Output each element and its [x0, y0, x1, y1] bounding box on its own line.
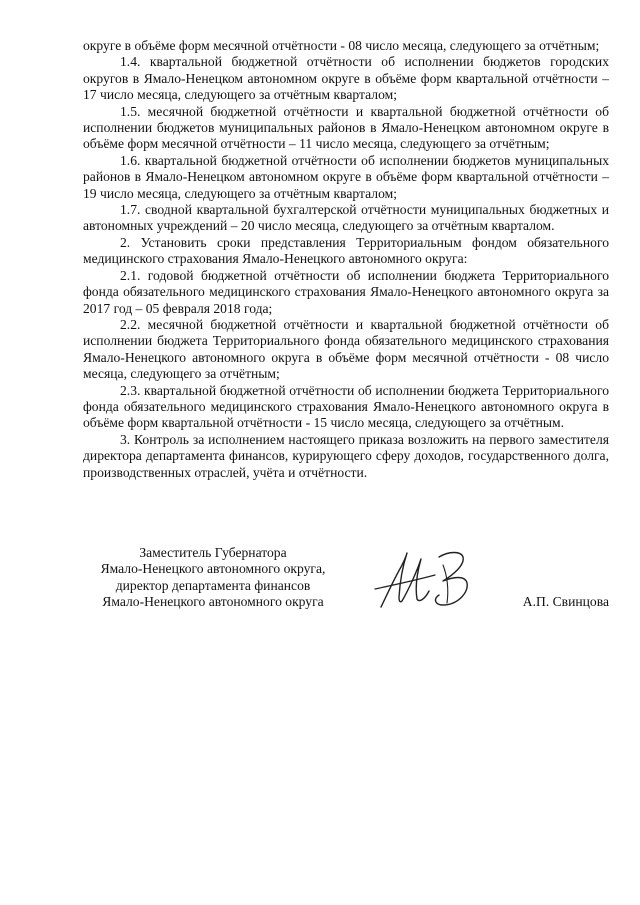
handwritten-signature-icon	[373, 545, 483, 613]
document-body	[83, 38, 609, 481]
paragraph-3: 3. Контроль за исполнением настоящего приказа возложить на первого заместителя директора департамента финансов, курирующего сферу доходов, государственного долга, производственных отраслей, учёта и отчётности.	[83, 431, 609, 480]
position-line: Ямало-Ненецкого автономного округа	[102, 594, 324, 610]
paragraph-1-4: 1.4. квартальной бюджетной отчётности об исполнении бюджетов городских округов в Ямало-Ненецком автономном округе в объёме форм квартальной отчётности – 17 число месяца, следующего за отчётным кварталом;	[83, 54, 609, 103]
paragraph-2: 2. Установить сроки представления Территориальным фондом обязательного медицинского страхования Ямало-Ненецкого автономного округа:	[83, 234, 609, 267]
signature-block	[83, 545, 609, 615]
paragraph-2-1: 2.1. годовой бюджетной отчётности об исполнении бюджета Территориального фонда обязательного медицинского страхования Ямало-Ненецкого автономного округа за 2017 год – 05 февраля 2018 года;	[83, 267, 609, 316]
paragraph-1-6: 1.6. квартальной бюджетной отчётности об исполнении бюджетов муниципальных районов в Ямало-Ненецком автономном округе в объёме форм квартальной отчётности – 19 число месяца, следующего за отчётным кварталом;	[83, 152, 609, 201]
signatory-position	[83, 545, 343, 611]
position-line: Заместитель Губернатора	[139, 545, 287, 560]
paragraph-2-3: 2.3. квартальной бюджетной отчётности об исполнении бюджета Территориального фонда обязательного медицинского страхования Ямало-Ненецкого автономного округа в объёме форм квартальной отчётности - 15 число месяца, следующего за отчётным.	[83, 382, 609, 431]
paragraph-continuation: округе в объёме форм месячной отчётности - 08 число месяца, следующего за отчётным;	[83, 38, 600, 53]
paragraph-1-5: 1.5. месячной бюджетной отчётности и квартальной бюджетной отчётности об исполнении бюджетов муниципальных районов в Ямало-Ненецком автономном округе в объёме форм месячной отчётности – 11 число месяца, следующего за отчётным;	[83, 103, 609, 152]
signatory-name: А.П. Свинцова	[522, 594, 609, 609]
paragraph-1-7: 1.7. сводной квартальной бухгалтерской отчётности муниципальных бюджетных и автономных учреждений – 20 число месяца, следующего за отчётным кварталом.	[83, 202, 609, 234]
position-line: Ямало-Ненецкого автономного округа,	[100, 561, 326, 577]
position-line: директор департамента финансов	[115, 577, 311, 593]
paragraph-2-2: 2.2. месячной бюджетной отчётности и квартальной бюджетной отчётности об исполнении бюджета Территориального фонда обязательного медицинского страхования Ямало-Ненецкого автономного округа в объёме форм месячной отчётности - 08 число месяца, следующего за отчётным;	[83, 316, 609, 382]
